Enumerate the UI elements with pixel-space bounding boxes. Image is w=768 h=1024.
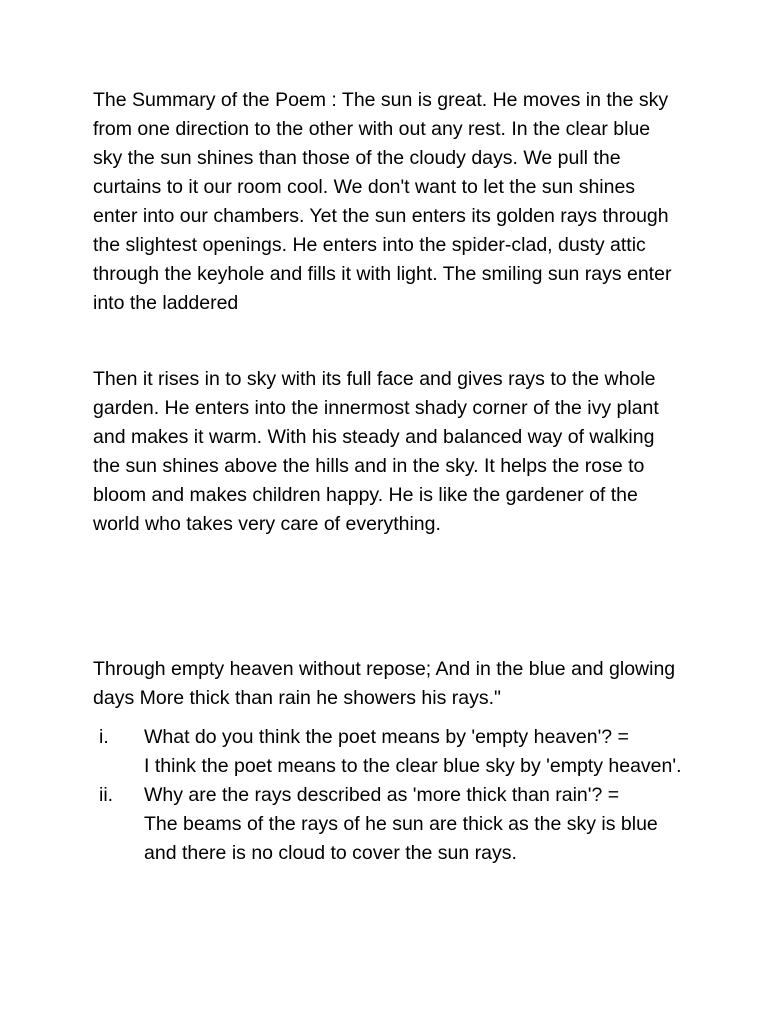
- poem-excerpt-paragraph: Through empty heaven without repose; And in the blue and glowing days More thick than rain he showers his rays.": [93, 658, 676, 709]
- list-item: [93, 723, 683, 781]
- question-number: ii.: [99, 784, 114, 806]
- list-item: [93, 781, 683, 868]
- question-list: [93, 723, 683, 868]
- garden-paragraph: Then it rises in to sky with its full face and gives rays to the whole garden. He enters into the innermost shady corner of the ivy plant and makes it warm. With his steady and balanced way of walking the sun shines above the hills and in the sky. It helps the rose to bloom and makes children happy. He is like the gardener of the world who takes very care of everything.: [93, 368, 659, 535]
- question-text: What do you think the poet means by 'empty heaven'? =: [144, 726, 629, 748]
- question-body: [144, 723, 683, 781]
- question-text: Why are the rays described as 'more thick than rain'? =: [144, 784, 620, 806]
- question-number: i.: [99, 726, 109, 748]
- answer-text: The beams of the rays of he sun are thick as the sky is blue and there is no cloud to cover the sun rays.: [144, 813, 658, 864]
- question-body: [144, 781, 683, 868]
- summary-paragraph: The Summary of the Poem : The sun is great. He moves in the sky from one direction to the other with out any rest. In the clear blue sky the sun shines than those of the cloudy days. We pull the curtains to it our room cool. We don't want to let the sun shines enter into our chambers. Yet the sun enters its golden rays through the slightest openings. He enters into the spider-clad, dusty attic through the keyhole and fills it with light. The smiling sun rays enter into the laddered: [93, 89, 672, 314]
- answer-text: I think the poet means to the clear blue sky by 'empty heaven'.: [144, 755, 682, 777]
